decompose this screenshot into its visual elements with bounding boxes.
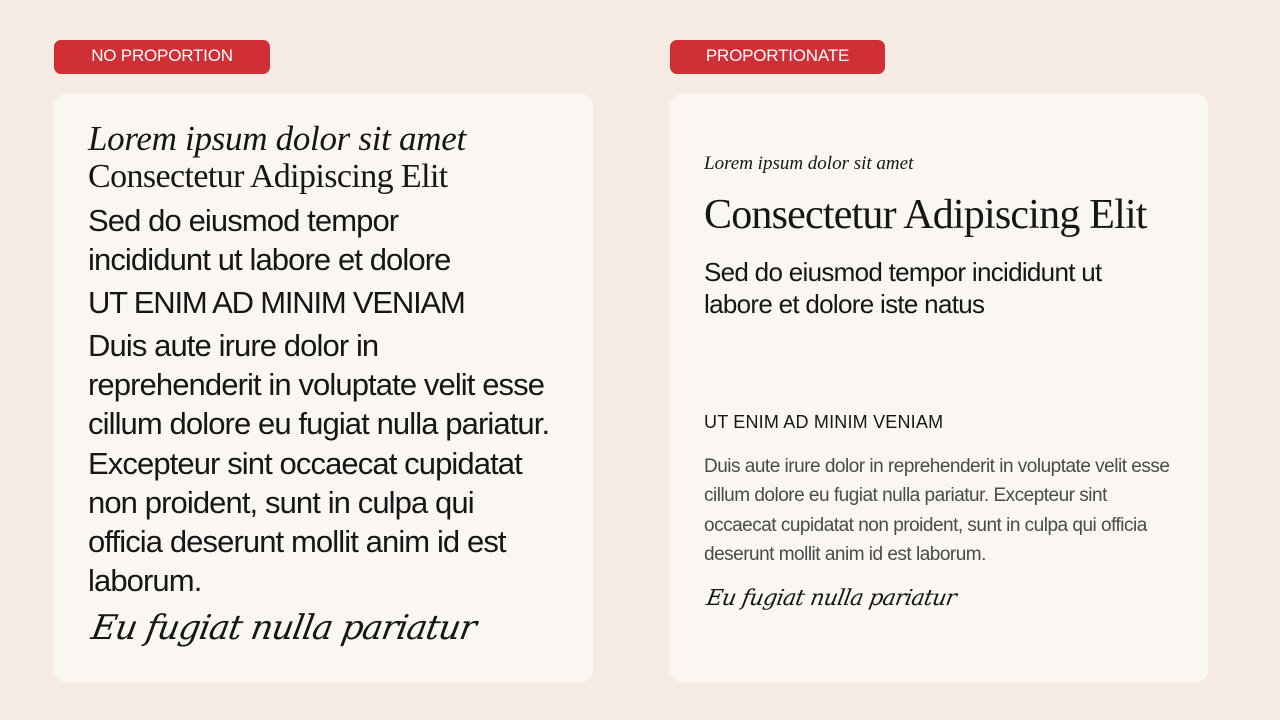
subheading: Sed do eiusmod tempor incididunt ut labore et dolore: [88, 203, 451, 277]
body-text: Duis aute irure dolor in reprehenderit in voluptate velit esse cillum dolore eu fugiat nulla pariatur. Excepteur sint occaecat cupidatat non proident, sunt in culpa qui officia deserunt mollit anim id est laborum.: [704, 456, 1170, 566]
caps-heading: UT ENIM AD MINIM VENIAM: [704, 412, 944, 432]
italic-heading: Lorem ipsum dolor sit amet: [704, 153, 914, 174]
body-text: Duis aute irure dolor in reprehenderit in voluptate velit esse cillum dolore eu fugiat nulla pariatur. Excepteur sint occaecat cupidatat non proident, sunt in culpa qui officia deserunt mollit anim id est laborum.: [88, 328, 550, 599]
caps-heading: UT ENIM AD MINIM VENIAM: [88, 285, 465, 320]
italic-heading: Lorem ipsum dolor sit amet: [88, 119, 466, 158]
label-proportionate: PROPORTIONATE: [670, 40, 885, 74]
script-text: Eu fugiat nulla pariatur: [88, 608, 479, 648]
no-proportion-card: [54, 94, 593, 682]
subheading: Sed do eiusmod tempor incididunt ut labore et dolore iste natus: [704, 257, 1102, 319]
serif-title: Consectetur Adipiscing Elit: [704, 192, 1147, 238]
script-text: Eu fugiat nulla pariatur: [704, 586, 959, 611]
proportionate-card: [670, 94, 1208, 682]
serif-title: Consectetur Adipiscing Elit: [88, 158, 448, 195]
label-no-proportion: NO PROPORTION: [54, 40, 270, 74]
